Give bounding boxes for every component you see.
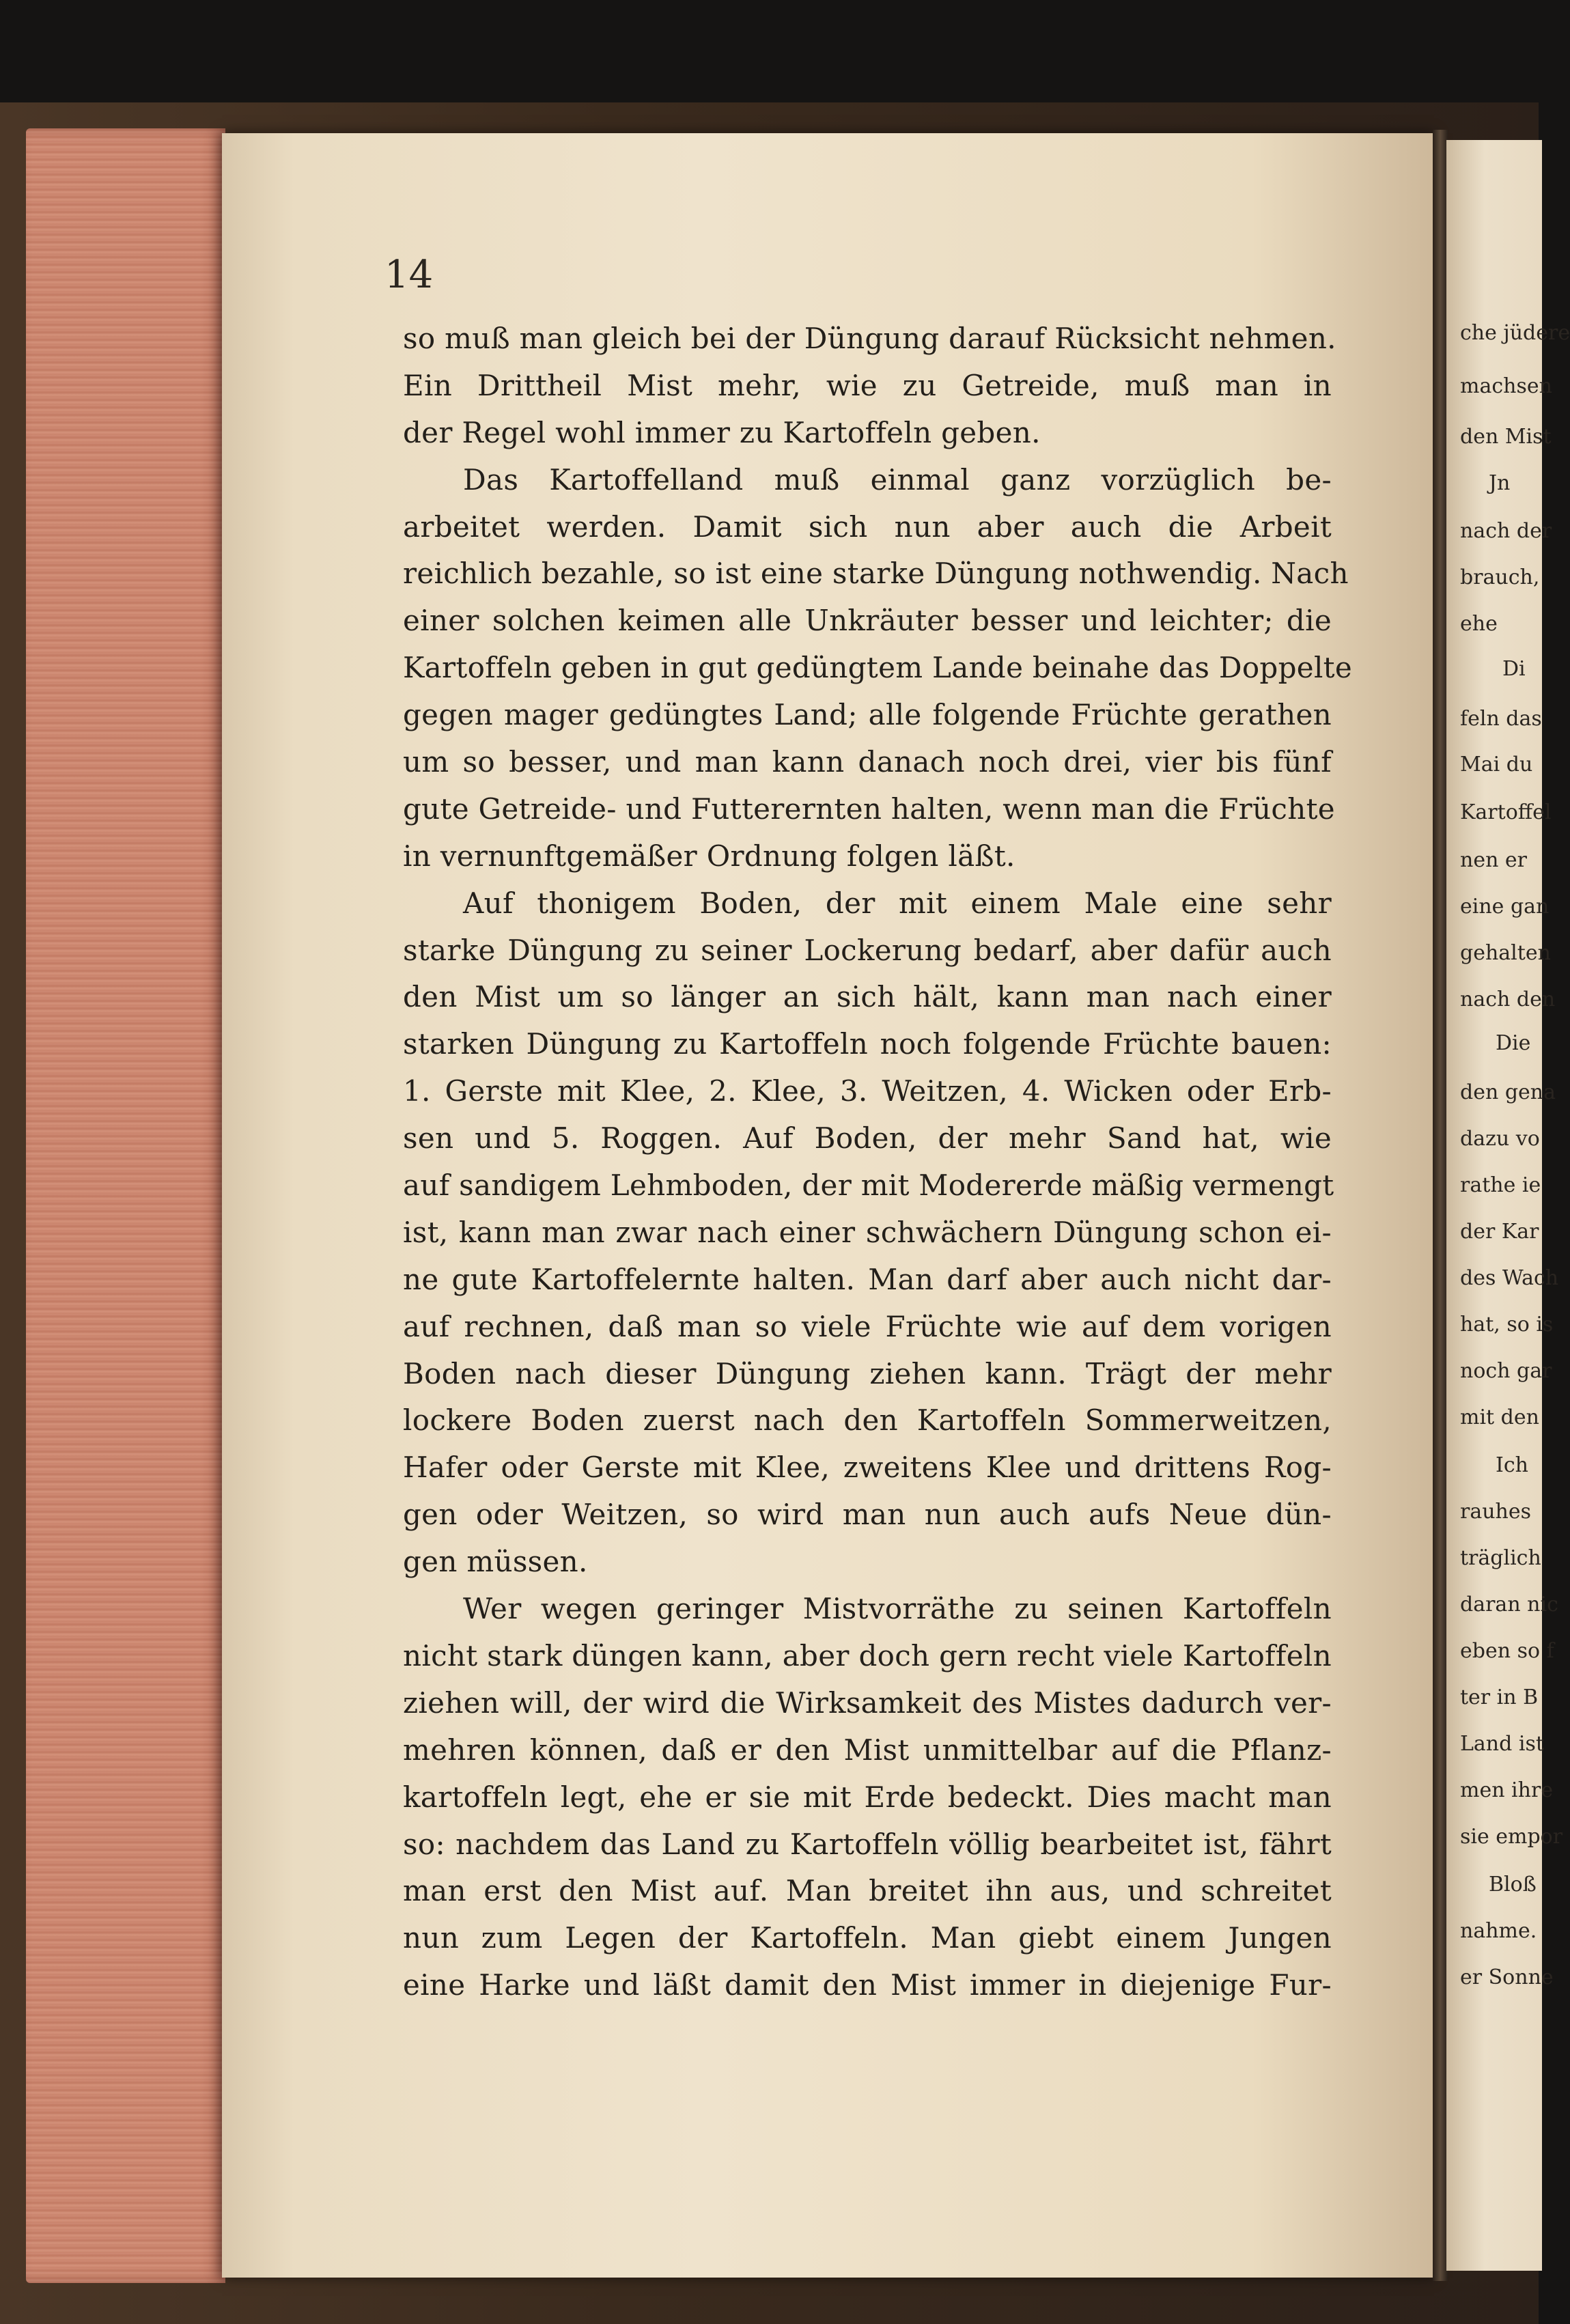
text-line: den Mist um so länger an sich hält, kann man nach einer [403, 980, 1332, 1014]
text-line: Auf thonigem Boden, der mit einem Male eine sehr [463, 886, 1332, 920]
right-page-fragment: nach den [1460, 988, 1556, 1011]
right-page-fragment: Land ist [1460, 1732, 1544, 1756]
text-line: sen und 5. Roggen. Auf Boden, der mehr Sand hat, wie [403, 1121, 1332, 1156]
text-line: arbeitet werden. Damit sich nun aber auch die Arbeit [403, 509, 1332, 544]
right-page-fragment: Bloß [1489, 1873, 1537, 1896]
text-line: ziehen will, der wird die Wirksamkeit des Mistes dadurch ver- [403, 1685, 1332, 1720]
right-page-fragment: sie empor [1460, 1825, 1563, 1849]
book-gutter [1433, 130, 1448, 2281]
right-page-fragment: träglich [1460, 1546, 1541, 1570]
text-line: starke Düngung zu seiner Lockerung bedarf, aber dafür auch [403, 933, 1332, 967]
text-line: Kartoffeln geben in gut gedüngtem Lande beinahe das Doppelte [403, 651, 1353, 685]
right-page-fragment: Mai du [1460, 753, 1533, 776]
right-page-fragment: daran nic [1460, 1593, 1558, 1616]
right-page-fragment: brauch, [1460, 565, 1540, 589]
text-line: ne gute Kartoffelernte halten. Man darf aber auch nicht dar- [403, 1262, 1332, 1296]
text-line: Das Kartoffelland muß einmal ganz vorzüglich be- [463, 462, 1332, 496]
right-page-fragment: ehe [1460, 612, 1498, 636]
text-line: gute Getreide- und Futterernten halten, wenn man die Früchte [403, 792, 1335, 826]
text-line: nun zum Legen der Kartoffeln. Man giebt einem Jungen [403, 1921, 1332, 1955]
right-page-fragment: men ihre [1460, 1778, 1554, 1802]
text-line: man erst den Mist auf. Man breitet ihn aus, und schreitet [403, 1874, 1332, 1908]
right-page-fragment: gehalten [1460, 941, 1551, 965]
right-page-fragment: der Kar [1460, 1220, 1539, 1244]
right-page-fragment: rauhes [1460, 1500, 1532, 1524]
right-page-fragment: feln das [1460, 707, 1542, 731]
right-page-fragment: hat, so is [1460, 1313, 1554, 1336]
text-line: reichlich bezahle, so ist eine starke Düngung nothwendig. Nach [403, 557, 1349, 591]
text-line: Wer wegen geringer Mistvorräthe zu seinen Kartoffeln [463, 1592, 1332, 1626]
right-page-fragment: eben so f [1460, 1639, 1554, 1663]
body-text [403, 316, 1353, 2009]
right-page-fragment: den gena [1460, 1080, 1556, 1104]
text-line: nicht stark düngen kann, aber doch gern recht viele Kartoffeln [403, 1638, 1332, 1672]
right-page-fragment: dazu vo [1460, 1127, 1540, 1151]
text-line: der Regel wohl immer zu Kartoffeln geben. [403, 415, 1041, 449]
text-line: ist, kann man zwar nach einer schwächern Düngung schon ei- [403, 1215, 1332, 1249]
right-page-fragment: Ich [1496, 1453, 1528, 1477]
text-line: gen müssen. [403, 1545, 588, 1579]
text-line: auf sandigem Lehmboden, der mit Modererde mäßig vermengt [403, 1168, 1334, 1203]
text-line: gegen mager gedüngtes Land; alle folgende Früchte gerathen [403, 698, 1332, 732]
text-line: starken Düngung zu Kartoffeln noch folgende Früchte bauen: [403, 1027, 1332, 1061]
right-page-fragment: des Wach [1460, 1266, 1559, 1290]
text-line: um so besser, und man kann danach noch drei, vier bis fünf [403, 745, 1332, 779]
right-page-fragment: nach der [1460, 519, 1552, 543]
right-page-fragment: Jn [1489, 471, 1511, 495]
right-page-fragment: rathe ie [1460, 1173, 1541, 1197]
text-line: kartoffeln legt, ehe er sie mit Erde bedeckt. Dies macht man [403, 1780, 1332, 1814]
text-line: so muß man gleich bei der Düngung darauf Rücksicht nehmen. [403, 322, 1336, 355]
page-edges [26, 128, 225, 2283]
right-page-edge [1446, 140, 1542, 2271]
right-page-fragment: Kartoffel [1460, 800, 1552, 824]
right-page-fragment: den Mist [1460, 425, 1552, 449]
text-line: Ein Drittheil Mist mehr, wie zu Getreide, muß man in [403, 368, 1332, 402]
right-page-fragment: mit den [1460, 1405, 1539, 1429]
text-line: auf rechnen, daß man so viele Früchte wie auf dem vorigen [403, 1309, 1332, 1343]
text-line: Boden nach dieser Düngung ziehen kann. Trägt der mehr [403, 1356, 1332, 1390]
right-page-fragment: che jüdere [1460, 321, 1570, 345]
right-page-fragment: Di [1502, 657, 1526, 681]
right-page-fragment: machsen [1460, 374, 1552, 398]
right-page-fragment: nen er [1460, 848, 1528, 872]
text-line: Hafer oder Gerste mit Klee, zweitens Klee und drittens Rog- [403, 1451, 1332, 1485]
text-line: eine Harke und läßt damit den Mist immer in diejenige Fur- [403, 1968, 1332, 2002]
text-line: lockere Boden zuerst nach den Kartoffeln Sommerweitzen, [403, 1403, 1332, 1438]
right-page-fragment: nahme. [1460, 1919, 1537, 1943]
text-line: so: nachdem das Land zu Kartoffeln völlig bearbeitet ist, fährt [403, 1827, 1332, 1861]
text-line: einer solchen keimen alle Unkräuter besser und leichter; die [403, 604, 1332, 638]
right-page-fragment: er Sonne [1460, 1965, 1554, 1989]
text-line: in vernunftgemäßer Ordnung folgen läßt. [403, 839, 1015, 873]
text-line: 1. Gerste mit Klee, 2. Klee, 3. Weitzen, 4. Wicken oder Erb- [403, 1074, 1332, 1108]
page-number: 14 [384, 253, 434, 297]
text-line: mehren können, daß er den Mist unmittelbar auf die Pflanz- [403, 1733, 1332, 1767]
right-page-fragment: eine gan [1460, 895, 1550, 919]
text-line: gen oder Weitzen, so wird man nun auch aufs Neue dün- [403, 1498, 1332, 1532]
right-page-fragment: noch gar [1460, 1359, 1552, 1383]
right-page-fragment: ter in B [1460, 1685, 1539, 1709]
right-page-fragment: Die [1496, 1031, 1531, 1055]
